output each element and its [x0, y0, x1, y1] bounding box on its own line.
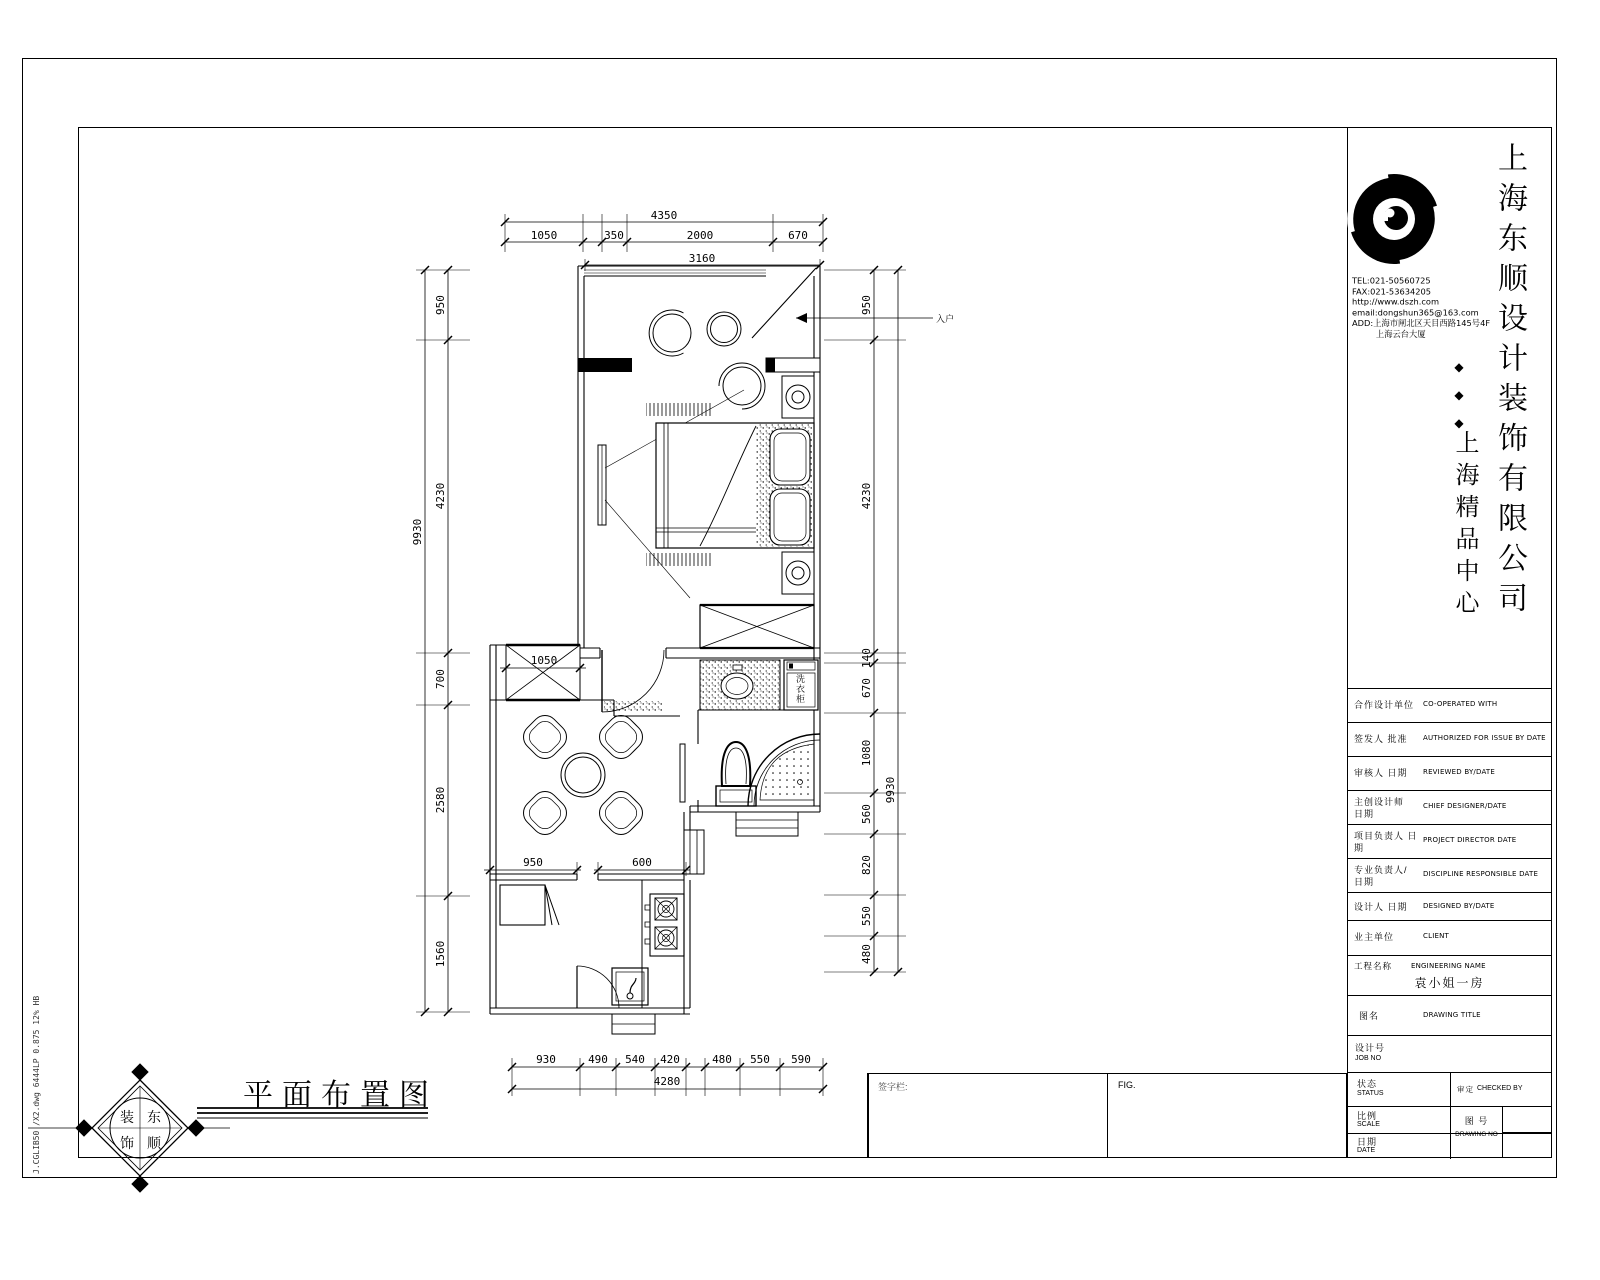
dim-kitchen-right: 600 [632, 856, 652, 869]
tb-label-en: CO-OPERATED WITH [1423, 700, 1498, 708]
company-diamonds: ◆◆◆ [1452, 360, 1466, 444]
dim-right-seg: 950 [860, 295, 873, 315]
tb-label-en: PROJECT DIRECTOR DATE [1423, 836, 1517, 844]
dim-top-seg: 670 [788, 229, 808, 242]
dim-top-seg: 1050 [530, 229, 558, 242]
tb-label-cn: 审核人 日期 [1354, 768, 1408, 778]
tb-row-chief-designer [1347, 790, 1552, 825]
dining-set [518, 710, 648, 840]
tb-row-drawing-title [1347, 995, 1552, 1036]
dim-top-wall: 3160 [688, 252, 716, 265]
tb-label-en: CLIENT [1423, 932, 1449, 940]
stamp-char: 顺 [147, 1136, 161, 1152]
dim-left-seg: 4230 [434, 482, 447, 510]
company-web: http://www.dszh.com [1352, 298, 1440, 308]
company-name-vertical: 上海东顺设计装饰有限公司 [1493, 142, 1526, 622]
dim-left-seg: 950 [434, 295, 447, 315]
tb-label-cn: 审定 [1457, 1085, 1474, 1094]
tb-label-cn: 状态 [1357, 1079, 1378, 1089]
tb-label-en: CHIEF DESIGNER/DATE [1423, 802, 1507, 810]
scale-cell [1347, 1107, 1451, 1134]
tb-label-en: CHECKED BY [1477, 1085, 1523, 1092]
tb-label-cn: 图名 [1359, 1011, 1380, 1021]
tb-label-cn: 业主单位 [1354, 932, 1395, 942]
dim-bottom-seg: 480 [712, 1053, 732, 1066]
date-cell [1347, 1134, 1451, 1159]
tb-row-project-director [1347, 824, 1552, 859]
dim-left-seg: 2580 [434, 786, 447, 814]
tb-label-en: JOB NO [1355, 1055, 1382, 1062]
dim-left-seg: 1560 [434, 940, 447, 968]
signature-box [867, 1073, 1108, 1158]
stamp-char: 饰 [120, 1136, 134, 1152]
drawing-title: 平面布置图 [243, 1078, 438, 1113]
company-logo [1349, 174, 1439, 264]
company-email: email:dongshun365@163.com [1352, 308, 1479, 319]
tb-label-en: ENGINEERING NAME [1411, 962, 1486, 970]
balcony-chairs [649, 310, 765, 409]
tb-label-cn: 工程名称 [1354, 961, 1393, 971]
tb-label-en: DRAWING NO [1455, 1131, 1498, 1138]
tb-label-cn: 专业负责人/ [1354, 865, 1408, 875]
tb-label-en: STATUS [1357, 1090, 1384, 1097]
company-branch-vertical: 上海精品中心 [1451, 430, 1478, 622]
tb-label-cn: 日期 [1357, 1137, 1378, 1147]
stamp-char: 装 [120, 1110, 134, 1126]
dim-left-overall: 9930 [411, 518, 424, 546]
dim-right-seg: 480 [860, 944, 873, 964]
tb-label-en: DATE [1357, 1147, 1376, 1154]
bathroom [680, 734, 820, 874]
tb-label-cn: 签发人 批准 [1354, 734, 1408, 744]
wardrobe [700, 605, 814, 648]
tb-row-date [1347, 1133, 1552, 1159]
company-addr2: 上海云台大厦 [1375, 330, 1426, 340]
balcony-piers [578, 358, 820, 372]
signature-box-label: 签字栏: [878, 1082, 908, 1092]
tb-label-en: SCALE [1357, 1121, 1380, 1128]
dim-closet: 1050 [530, 654, 558, 667]
tb-row-reviewed [1347, 756, 1552, 791]
dim-right-seg: 1080 [860, 739, 873, 767]
tb-row-client [1347, 920, 1552, 956]
plot-stamp-path-text: J.CGLIB50 /X2.dwg 6444LP 0.875 12% HB [32, 995, 41, 1174]
tb-label-en: REVIEWED BY/DATE [1423, 768, 1495, 776]
dim-right-seg: 4230 [860, 482, 873, 510]
tb-row-cooperated [1347, 688, 1552, 723]
company-addr1: ADD:上海市闸北区天目西路145号4F [1352, 319, 1491, 329]
drawing-no-cell [1451, 1106, 1503, 1158]
dim-top-seg: 2000 [686, 229, 714, 242]
dim-bottom-overall: 4280 [653, 1075, 681, 1088]
basin-counter [700, 660, 780, 710]
tb-label-cn: 主创设计师 [1354, 797, 1405, 807]
tb-label-cn: 设计人 日期 [1354, 902, 1408, 912]
bedroom-door [602, 650, 664, 712]
tb-row-discipline [1347, 858, 1552, 893]
checked-by-cell [1451, 1073, 1552, 1107]
tb-label-cn: 设计号 [1355, 1043, 1386, 1053]
dim-left-seg: 700 [434, 669, 447, 689]
dim-bottom-seg: 420 [660, 1053, 680, 1066]
tb-row-designed [1347, 892, 1552, 921]
dim-bottom-seg: 540 [625, 1053, 645, 1066]
tb-row-job-no [1347, 1035, 1552, 1073]
tb-label-cn: 项目负责人 日 [1354, 831, 1418, 841]
dim-right-overall: 9930 [884, 776, 897, 804]
dim-bottom-seg: 590 [791, 1053, 811, 1066]
tb-row-status [1347, 1072, 1552, 1107]
washer-label: 洗衣柜 [795, 674, 805, 704]
dim-right-seg: 820 [860, 855, 873, 875]
tb-label-cn2: 日期 [1354, 809, 1375, 819]
dim-right-seg: 550 [860, 906, 873, 926]
tb-label-en: AUTHORIZED FOR ISSUE BY DATE [1423, 734, 1546, 742]
dim-bottom-seg: 550 [750, 1053, 770, 1066]
bed [646, 403, 814, 566]
tb-label-cn: 合作设计单位 [1354, 700, 1415, 710]
tb-label-cn: 比例 [1357, 1111, 1378, 1121]
status-cell [1347, 1073, 1451, 1107]
tb-label-en: DRAWING TITLE [1423, 1011, 1481, 1019]
tb-row-project-name [1347, 955, 1552, 996]
dim-right-seg: 670 [860, 678, 873, 698]
dim-top-overall: 4350 [650, 209, 678, 222]
dim-bottom-seg: 490 [588, 1053, 608, 1066]
fig-box [1108, 1073, 1347, 1158]
dim-bottom-seg: 930 [536, 1053, 556, 1066]
tb-empty-cell [1503, 1106, 1552, 1133]
tb-label-cn: 图 号 [1464, 1116, 1489, 1126]
kitchen [500, 880, 684, 1034]
dim-top-seg: 350 [604, 229, 624, 242]
project-name-value: 袁小姐一房 [1414, 976, 1485, 990]
tb-label-cn2: 日期 [1354, 877, 1375, 887]
tb-label-en: DISCIPLINE RESPONSIBLE DATE [1423, 870, 1539, 878]
entry-label: 入户 [936, 314, 955, 324]
dim-right-seg: 560 [860, 804, 873, 824]
company-fax: FAX:021-53634205 [1352, 287, 1432, 297]
company-tel: TEL:021-50560725 [1352, 277, 1431, 287]
tb-label-cn2: 期 [1354, 843, 1365, 853]
dim-right-seg: 140 [860, 648, 873, 668]
company-contact [1352, 277, 1490, 341]
tb-label-en: DESIGNED BY/DATE [1423, 902, 1495, 910]
dim-kitchen-left: 950 [523, 856, 543, 869]
stamp-char: 东 [147, 1110, 161, 1126]
fig-box-label: FIG. [1118, 1080, 1136, 1090]
tb-row-authorized [1347, 722, 1552, 757]
